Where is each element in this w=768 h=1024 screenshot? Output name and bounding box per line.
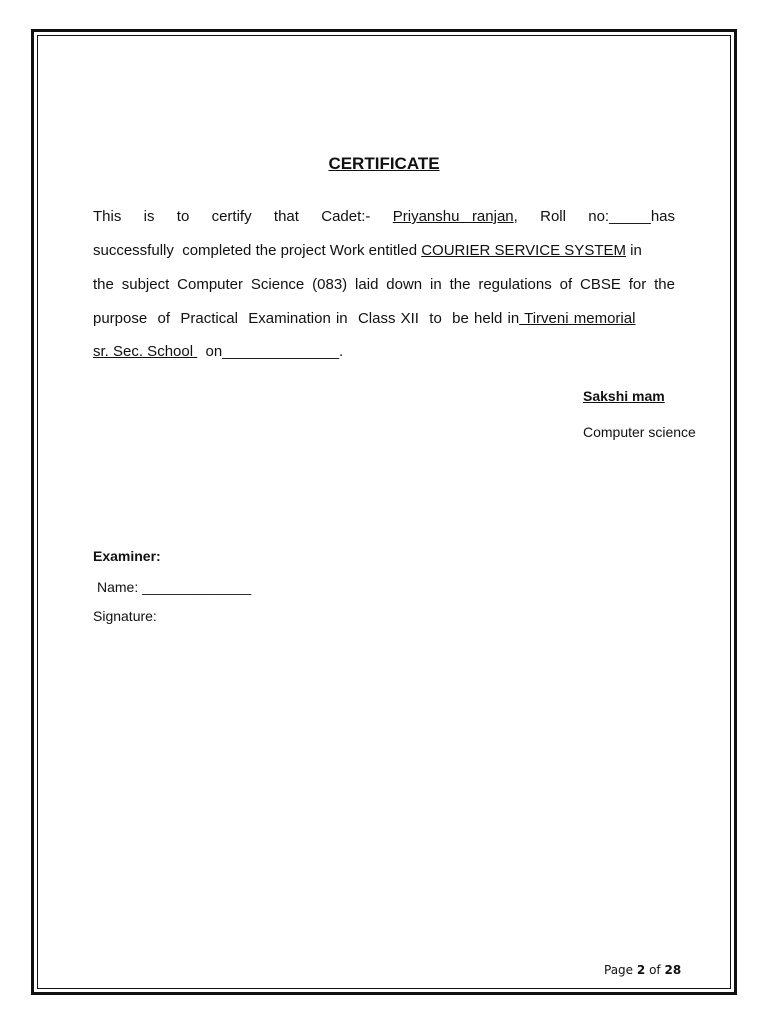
word: to — [176, 208, 190, 225]
word: that — [273, 208, 299, 225]
page-label: Page — [604, 963, 634, 977]
word: Cadet:- — [321, 208, 371, 225]
roll-number: no:_____has — [588, 208, 675, 225]
page-total: 28 — [664, 963, 682, 977]
school-name-cont: sr. Sec. School — [93, 343, 198, 360]
body-line-3: the subject Computer Science (083) laid down in the regulations of CBSE for the — [93, 276, 675, 293]
word: Roll — [540, 208, 566, 225]
cadet-name-group — [393, 208, 518, 226]
word: This — [93, 208, 122, 225]
line-text: in — [625, 242, 642, 259]
signatory-name: Sakshi mam — [583, 388, 665, 404]
body-line-1 — [93, 208, 675, 226]
project-title: COURIER SERVICE SYSTEM — [421, 242, 626, 259]
line-text: successfully completed the project Work entitled — [93, 242, 422, 259]
body-line-5 — [93, 343, 675, 361]
body-line-2 — [93, 242, 675, 260]
examiner-name-line: Name: ______________ — [97, 579, 252, 595]
school-name: Tirveni memorial — [519, 310, 636, 327]
page-border-inner — [37, 35, 731, 989]
date-blank: on______________. — [197, 343, 344, 360]
examiner-signature-line: Signature: — [93, 608, 157, 624]
comma: , — [513, 208, 518, 225]
word: certify — [211, 208, 252, 225]
page-number — [604, 963, 681, 977]
page-current: 2 — [636, 963, 646, 977]
page-of: of — [649, 963, 661, 977]
line-text: purpose of Practical Examination in Class XII to be held in — [93, 310, 520, 327]
certificate-title: CERTIFICATE — [328, 154, 440, 173]
body-line-4 — [93, 310, 675, 328]
cadet-name: Priyanshu ranjan — [392, 208, 514, 225]
examiner-heading: Examiner: — [93, 548, 161, 564]
word: is — [143, 208, 155, 225]
signatory-department: Computer science — [583, 424, 696, 440]
